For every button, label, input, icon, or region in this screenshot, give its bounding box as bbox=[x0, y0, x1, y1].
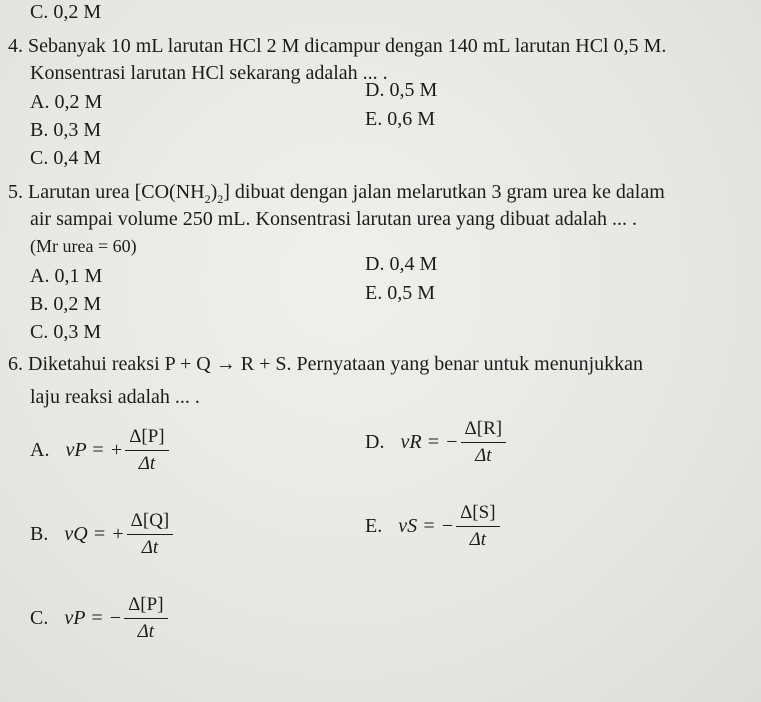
q6-option-e bbox=[365, 502, 500, 551]
q5-line1-mid: ) bbox=[210, 181, 218, 203]
q6-option-d-num: Δ[R] bbox=[461, 418, 507, 443]
q5-option-b: B. 0,2 M bbox=[30, 293, 102, 315]
q5-line1-post: ] dibuat dengan jalan melarutkan 3 gram urea ke dalam bbox=[223, 181, 665, 203]
q5-text-line2: air sampai volume 250 mL. Konsentrasi larutan urea yang dibuat adalah ... . bbox=[30, 208, 638, 230]
q4-option-c: C. 0,4 M bbox=[30, 147, 102, 169]
q5-option-c: C. 0,3 M bbox=[30, 321, 102, 343]
q4-option-a: A. 0,2 M bbox=[30, 91, 103, 113]
q6-option-c-lhs: vP = − bbox=[64, 607, 123, 629]
q4-option-e: E. 0,6 M bbox=[365, 108, 435, 130]
q6-option-c-fraction bbox=[124, 594, 167, 643]
q6-option-b bbox=[30, 510, 173, 559]
q6-option-d-fraction bbox=[461, 418, 507, 467]
q6-option-c-label: C. bbox=[30, 607, 49, 629]
q6-option-e-fraction bbox=[456, 502, 499, 551]
q5-option-a: A. 0,1 M bbox=[30, 265, 103, 287]
q6-option-a-fraction bbox=[125, 426, 168, 475]
q6-text-line2: laju reaksi adalah ... . bbox=[30, 386, 200, 408]
q6-option-a bbox=[30, 426, 169, 475]
q6-option-a-label: A. bbox=[30, 439, 50, 461]
q6-option-b-den: Δt bbox=[141, 537, 159, 558]
q6-option-b-num: Δ[Q] bbox=[127, 510, 174, 535]
q6-option-e-num: Δ[S] bbox=[456, 502, 499, 527]
q5-line1-pre: Larutan urea [CO(NH bbox=[28, 181, 205, 203]
q6-option-c-num: Δ[P] bbox=[124, 594, 167, 619]
q3-option-c: C. 0,2 M bbox=[30, 1, 102, 23]
q6-option-e-lhs: vS = − bbox=[398, 515, 455, 537]
q6-number: 6. bbox=[8, 353, 23, 375]
q4-line1: Sebanyak 10 mL larutan HCl 2 M dicampur dengan 140 mL larutan HCl 0,5 M. bbox=[28, 35, 667, 57]
q5-option-e: E. 0,5 M bbox=[365, 282, 435, 304]
q6-option-b-label: B. bbox=[30, 523, 49, 545]
q6-option-a-num: Δ[P] bbox=[125, 426, 168, 451]
q4-option-b: B. 0,3 M bbox=[30, 119, 102, 141]
q4-option-d: D. 0,5 M bbox=[365, 79, 438, 101]
q6-option-b-fraction bbox=[127, 510, 174, 559]
q6-option-c-den: Δt bbox=[137, 621, 155, 642]
q6-option-c bbox=[30, 594, 168, 643]
q5-line1-sub1: 2 bbox=[204, 192, 211, 206]
q6-option-b-lhs: vQ = + bbox=[64, 523, 125, 545]
q5-option-d: D. 0,4 M bbox=[365, 253, 438, 275]
q5-line1-sub2: 2 bbox=[217, 192, 224, 206]
q4-text-line1 bbox=[8, 34, 666, 58]
q6-option-a-den: Δt bbox=[138, 453, 156, 474]
q5-text-line3: (Mr urea = 60) bbox=[30, 236, 137, 256]
q6-option-d-den: Δt bbox=[475, 445, 492, 466]
q6-option-d bbox=[365, 418, 506, 467]
q6-option-d-label: D. bbox=[365, 431, 385, 453]
q6-line1: Diketahui reaksi P + Q → R + S. Pernyataan yang benar untuk menunjukkan bbox=[28, 353, 644, 375]
q5-number: 5. bbox=[8, 181, 23, 203]
q6-option-a-lhs: vP = + bbox=[65, 439, 124, 461]
q6-option-e-den: Δt bbox=[469, 529, 487, 550]
q6-text-line1 bbox=[8, 352, 643, 376]
q6-option-d-lhs: vR = − bbox=[400, 431, 459, 453]
q6-option-e-label: E. bbox=[365, 515, 383, 537]
q4-number: 4. bbox=[8, 35, 23, 57]
q4-text-line2: Konsentrasi larutan HCl sekarang adalah ... . bbox=[30, 62, 388, 84]
